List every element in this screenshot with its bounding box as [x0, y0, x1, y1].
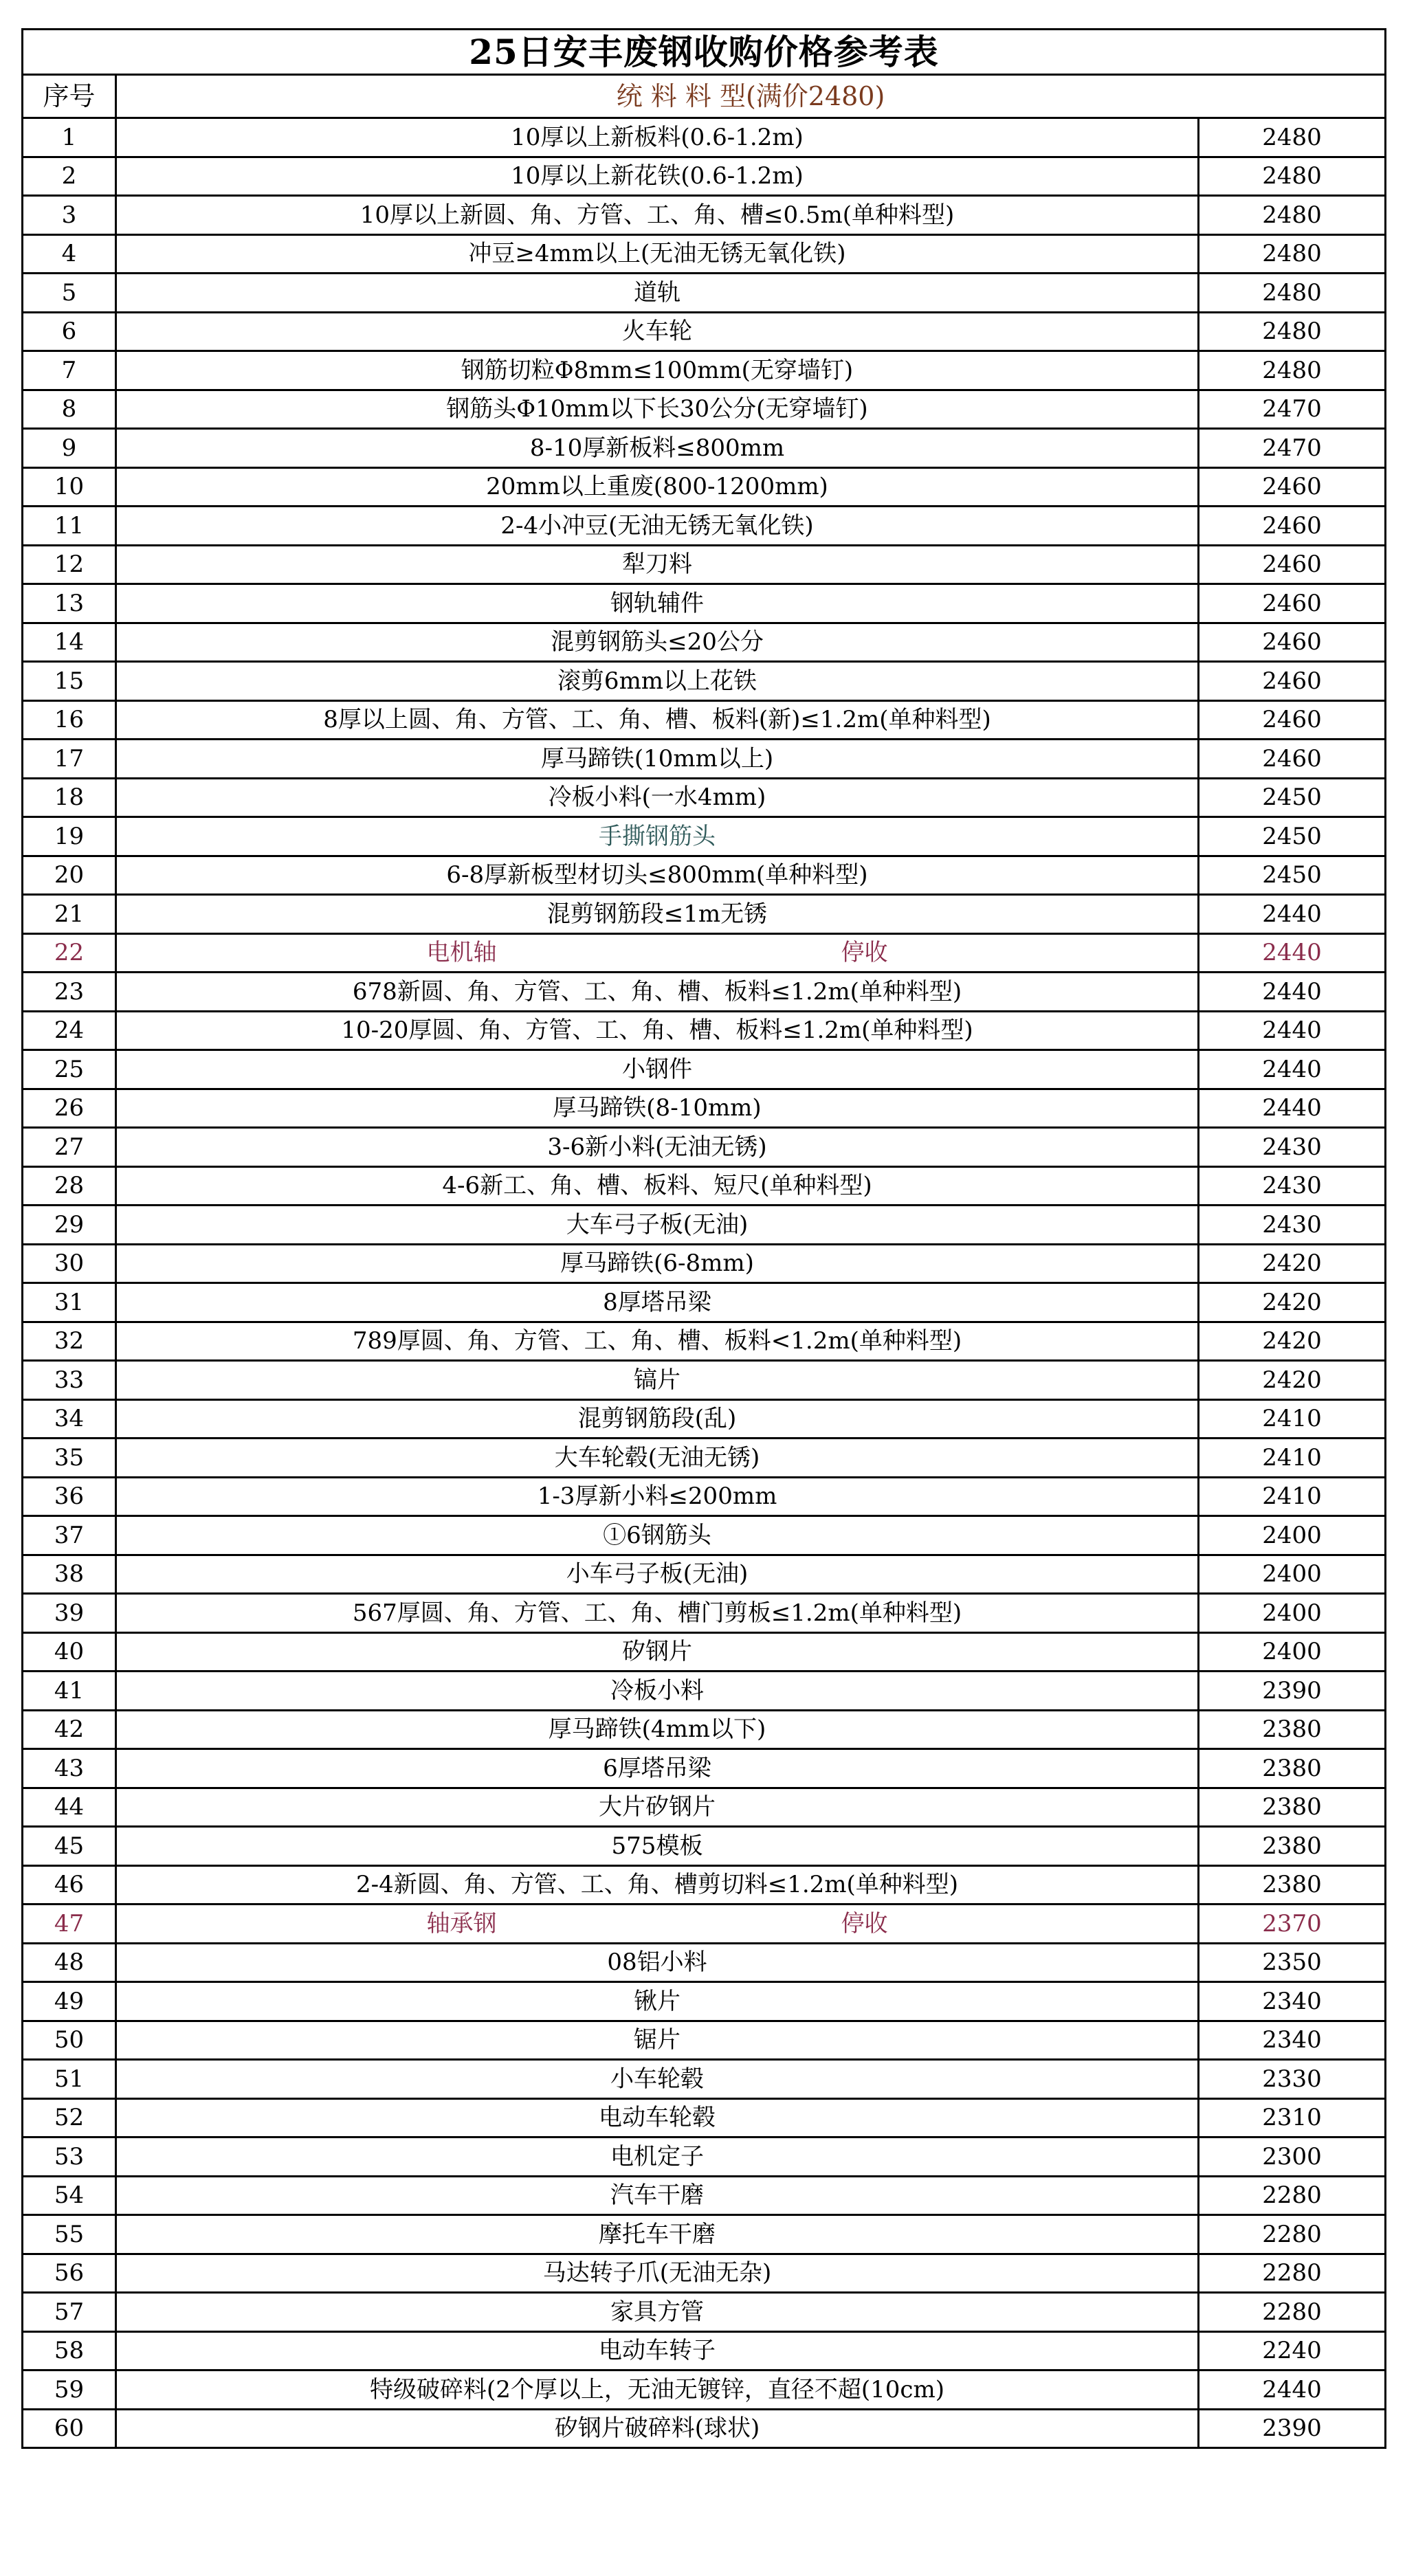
- item-name: 大车弓子板(无油): [116, 1206, 1199, 1245]
- table-row: [23, 662, 1386, 701]
- item-name: 567厚圆、角、方管、工、角、槽门剪板≤1.2m(单种料型): [116, 1594, 1199, 1633]
- table-row: [23, 2021, 1386, 2060]
- item-name: 2-4新圆、角、方管、工、角、槽剪切料≤1.2m(单种料型): [116, 1865, 1199, 1905]
- sheet-title: 25日安丰废钢收购价格参考表: [23, 30, 1386, 75]
- item-name: 冷板小料: [116, 1672, 1199, 1711]
- row-number: 38: [23, 1555, 116, 1594]
- item-name: 厚马蹄铁(4mm以下): [116, 1710, 1199, 1749]
- table-row: [23, 1710, 1386, 1749]
- item-price: 2480: [1199, 234, 1386, 274]
- row-number: 54: [23, 2176, 116, 2215]
- table-row: [23, 1206, 1386, 1245]
- row-number: 21: [23, 895, 116, 934]
- item-name: 冷板小料(一水4mm): [116, 778, 1199, 817]
- item-price: 2340: [1199, 1982, 1386, 2021]
- item-name: 6厚塔吊梁: [116, 1749, 1199, 1788]
- item-price: 2480: [1199, 274, 1386, 313]
- item-price: 2430: [1199, 1128, 1386, 1167]
- table-row: [23, 234, 1386, 274]
- item-name: 小钢件: [116, 1050, 1199, 1089]
- item-name: 道轨: [116, 274, 1199, 313]
- item-price: 2450: [1199, 778, 1386, 817]
- table-row: [23, 467, 1386, 507]
- row-number: 60: [23, 2409, 116, 2448]
- table-row: [23, 1672, 1386, 1711]
- item-name: 大车轮毂(无油无锈): [116, 1439, 1199, 1478]
- table-row: [23, 507, 1386, 546]
- index-header: 序号: [23, 75, 116, 118]
- item-price: 2460: [1199, 700, 1386, 740]
- price-table: [21, 28, 1386, 2449]
- table-row: [23, 274, 1386, 313]
- item-name: 厚马蹄铁(6-8mm): [116, 1244, 1199, 1283]
- item-price: 2410: [1199, 1477, 1386, 1516]
- item-price: 2380: [1199, 1788, 1386, 1827]
- item-price: 2480: [1199, 196, 1386, 235]
- row-number: 16: [23, 700, 116, 740]
- item-price: 2420: [1199, 1283, 1386, 1322]
- item-label: 轴承钢: [426, 1909, 497, 1937]
- item-price: 2480: [1199, 351, 1386, 390]
- row-number: 43: [23, 1749, 116, 1788]
- table-row: [23, 2060, 1386, 2099]
- header-row: [23, 75, 1386, 118]
- item-price: 2380: [1199, 1827, 1386, 1866]
- table-row: [23, 1555, 1386, 1594]
- item-name: 电动车转子: [116, 2331, 1199, 2370]
- item-name: 08铝小料: [116, 1943, 1199, 1982]
- item-price: 2410: [1199, 1439, 1386, 1478]
- row-number: 36: [23, 1477, 116, 1516]
- row-number: 51: [23, 2060, 116, 2099]
- price-table-body: [23, 30, 1386, 2448]
- item-name: 钢筋切粒Φ8mm≤100mm(无穿墙钉): [116, 351, 1199, 390]
- table-row: [23, 1089, 1386, 1128]
- table-row: [23, 1050, 1386, 1089]
- item-price: 2240: [1199, 2331, 1386, 2370]
- table-row: [23, 2409, 1386, 2448]
- table-row: [23, 429, 1386, 468]
- row-number: 25: [23, 1050, 116, 1089]
- table-row: [23, 1361, 1386, 1400]
- row-number: 52: [23, 2098, 116, 2138]
- table-row: [23, 1827, 1386, 1866]
- item-price: 2420: [1199, 1322, 1386, 1361]
- item-name: 钢筋头Φ10mm以下长30公分(无穿墙钉): [116, 390, 1199, 429]
- row-number: 29: [23, 1206, 116, 1245]
- title-row: [23, 30, 1386, 75]
- item-price: 2420: [1199, 1244, 1386, 1283]
- item-name: 厚马蹄铁(10mm以上): [116, 740, 1199, 779]
- table-row: [23, 1943, 1386, 1982]
- item-name: 3-6新小料(无油无锈): [116, 1128, 1199, 1167]
- row-number: 39: [23, 1594, 116, 1633]
- table-row: [23, 740, 1386, 779]
- table-row: [23, 895, 1386, 934]
- item-name: 10厚以上新花铁(0.6-1.2m): [116, 157, 1199, 196]
- item-price: 2380: [1199, 1865, 1386, 1905]
- item-name: 锹片: [116, 1982, 1199, 2021]
- table-row: [23, 2138, 1386, 2177]
- row-number: 35: [23, 1439, 116, 1478]
- row-number: 20: [23, 856, 116, 895]
- table-row: [23, 196, 1386, 235]
- table-row: [23, 973, 1386, 1012]
- row-number: 26: [23, 1089, 116, 1128]
- table-row: [23, 1439, 1386, 1478]
- table-row: [23, 2254, 1386, 2293]
- item-name: 矽钢片: [116, 1632, 1199, 1672]
- table-row: [23, 157, 1386, 196]
- row-number: 55: [23, 2215, 116, 2254]
- item-name: 特级破碎料(2个厚以上，无油无镀锌，直径不超(10cm): [116, 2370, 1199, 2410]
- item-price: 2440: [1199, 895, 1386, 934]
- row-number: 3: [23, 196, 116, 235]
- table-row: [23, 1011, 1386, 1050]
- item-price: 2340: [1199, 2021, 1386, 2060]
- item-price: 2390: [1199, 1672, 1386, 1711]
- item-name: [116, 1905, 1199, 1944]
- table-row: [23, 1788, 1386, 1827]
- item-name: 20mm以上重废(800-1200mm): [116, 467, 1199, 507]
- row-number: 56: [23, 2254, 116, 2293]
- row-number: 22: [23, 933, 116, 973]
- table-row: [23, 1399, 1386, 1439]
- row-number: 45: [23, 1827, 116, 1866]
- item-price: 2480: [1199, 118, 1386, 157]
- row-number: 11: [23, 507, 116, 546]
- table-row: [23, 1477, 1386, 1516]
- item-name: 犁刀料: [116, 545, 1199, 584]
- row-number: 12: [23, 545, 116, 584]
- table-row: [23, 1982, 1386, 2021]
- item-price: 2430: [1199, 1206, 1386, 1245]
- row-number: 32: [23, 1322, 116, 1361]
- item-price: 2390: [1199, 2409, 1386, 2448]
- item-price: 2400: [1199, 1516, 1386, 1555]
- row-number: 34: [23, 1399, 116, 1439]
- item-price: 2400: [1199, 1555, 1386, 1594]
- item-price: 2440: [1199, 973, 1386, 1012]
- table-row: [23, 1166, 1386, 1206]
- row-number: 57: [23, 2293, 116, 2332]
- item-name: 混剪钢筋段≤1m无锈: [116, 895, 1199, 934]
- row-number: 40: [23, 1632, 116, 1672]
- row-number: 48: [23, 1943, 116, 1982]
- item-name: 马达转子爪(无油无杂): [116, 2254, 1199, 2293]
- row-number: 49: [23, 1982, 116, 2021]
- table-row: [23, 1632, 1386, 1672]
- row-number: 23: [23, 973, 116, 1012]
- table-row: [23, 1128, 1386, 1167]
- item-name: 8-10厚新板料≤800mm: [116, 429, 1199, 468]
- row-number: 17: [23, 740, 116, 779]
- table-row: [23, 817, 1386, 856]
- item-price: 2310: [1199, 2098, 1386, 2138]
- row-number: 27: [23, 1128, 116, 1167]
- table-row: [23, 2293, 1386, 2332]
- status-note: 停收: [841, 939, 888, 967]
- row-number: 58: [23, 2331, 116, 2370]
- item-name: 小车轮毂: [116, 2060, 1199, 2099]
- item-name: 8厚塔吊梁: [116, 1283, 1199, 1322]
- item-name: 冲豆≥4mm以上(无油无锈无氧化铁): [116, 234, 1199, 274]
- row-number: 18: [23, 778, 116, 817]
- table-row: [23, 2215, 1386, 2254]
- item-name: 镐片: [116, 1361, 1199, 1400]
- row-number: 47: [23, 1905, 116, 1944]
- row-number: 46: [23, 1865, 116, 1905]
- row-number: 50: [23, 2021, 116, 2060]
- item-name: 789厚圆、角、方管、工、角、槽、板料<1.2m(单种料型): [116, 1322, 1199, 1361]
- row-number: 42: [23, 1710, 116, 1749]
- item-name: 家具方管: [116, 2293, 1199, 2332]
- item-name: 大片矽钢片: [116, 1788, 1199, 1827]
- row-number: 28: [23, 1166, 116, 1206]
- row-number: 10: [23, 467, 116, 507]
- item-name: 钢轨辅件: [116, 584, 1199, 623]
- item-name: 混剪钢筋段(乱): [116, 1399, 1199, 1439]
- item-price: 2450: [1199, 856, 1386, 895]
- item-name-with-note: [117, 1909, 1197, 1937]
- item-price: 2380: [1199, 1710, 1386, 1749]
- table-row: [23, 1516, 1386, 1555]
- item-price: 2380: [1199, 1749, 1386, 1788]
- item-name: 电机定子: [116, 2138, 1199, 2177]
- row-number: 9: [23, 429, 116, 468]
- table-row: [23, 312, 1386, 351]
- item-price: 2480: [1199, 312, 1386, 351]
- row-number: 13: [23, 584, 116, 623]
- table-row: [23, 545, 1386, 584]
- item-price: 2370: [1199, 1905, 1386, 1944]
- table-row: [23, 1865, 1386, 1905]
- item-name: [116, 933, 1199, 973]
- table-row: [23, 1283, 1386, 1322]
- item-name: 混剪钢筋头≤20公分: [116, 623, 1199, 662]
- table-row: [23, 2176, 1386, 2215]
- row-number: 4: [23, 234, 116, 274]
- table-row: [23, 2331, 1386, 2370]
- table-row: [23, 584, 1386, 623]
- item-price: 2460: [1199, 662, 1386, 701]
- item-price: 2300: [1199, 2138, 1386, 2177]
- item-name: 10厚以上新圆、角、方管、工、角、槽≤0.5m(单种料型): [116, 196, 1199, 235]
- item-name: 2-4小冲豆(无油无锈无氧化铁): [116, 507, 1199, 546]
- item-price: 2460: [1199, 740, 1386, 779]
- row-number: 15: [23, 662, 116, 701]
- item-name: 电动车轮毂: [116, 2098, 1199, 2138]
- table-row: [23, 2370, 1386, 2410]
- item-price: 2430: [1199, 1166, 1386, 1206]
- item-name: ①6钢筋头: [116, 1516, 1199, 1555]
- item-price: 2460: [1199, 507, 1386, 546]
- item-price: 2470: [1199, 390, 1386, 429]
- item-name: 1-3厚新小料≤200mm: [116, 1477, 1199, 1516]
- item-name: 火车轮: [116, 312, 1199, 351]
- row-number: 8: [23, 390, 116, 429]
- row-number: 7: [23, 351, 116, 390]
- item-label: 电机轴: [426, 939, 497, 967]
- table-row: [23, 2098, 1386, 2138]
- item-price: 2280: [1199, 2176, 1386, 2215]
- table-row: [23, 623, 1386, 662]
- row-number: 59: [23, 2370, 116, 2410]
- item-price: 2440: [1199, 1089, 1386, 1128]
- table-row: [23, 1244, 1386, 1283]
- item-price: 2460: [1199, 584, 1386, 623]
- item-name: 4-6新工、角、槽、板料、短尺(单种料型): [116, 1166, 1199, 1206]
- item-price: 2330: [1199, 2060, 1386, 2099]
- item-name: 8厚以上圆、角、方管、工、角、槽、板料(新)≤1.2m(单种料型): [116, 700, 1199, 740]
- section-header: 统 料 料 型(满价2480): [116, 75, 1386, 118]
- item-price: 2280: [1199, 2293, 1386, 2332]
- item-name: 锯片: [116, 2021, 1199, 2060]
- item-name-with-note: [117, 939, 1197, 967]
- item-name: 滚剪6mm以上花铁: [116, 662, 1199, 701]
- item-price: 2350: [1199, 1943, 1386, 1982]
- item-price: 2400: [1199, 1632, 1386, 1672]
- table-row: [23, 933, 1386, 973]
- table-row: [23, 1594, 1386, 1633]
- row-number: 44: [23, 1788, 116, 1827]
- item-name: 678新圆、角、方管、工、角、槽、板料≤1.2m(单种料型): [116, 973, 1199, 1012]
- item-name: 矽钢片破碎料(球状): [116, 2409, 1199, 2448]
- row-number: 37: [23, 1516, 116, 1555]
- item-price: 2440: [1199, 1050, 1386, 1089]
- item-price: 2460: [1199, 545, 1386, 584]
- row-number: 5: [23, 274, 116, 313]
- item-price: 2440: [1199, 1011, 1386, 1050]
- row-number: 30: [23, 1244, 116, 1283]
- table-row: [23, 1905, 1386, 1944]
- item-price: 2450: [1199, 817, 1386, 856]
- row-number: 31: [23, 1283, 116, 1322]
- item-name: 10-20厚圆、角、方管、工、角、槽、板料≤1.2m(单种料型): [116, 1011, 1199, 1050]
- item-price: 2410: [1199, 1399, 1386, 1439]
- row-number: 1: [23, 118, 116, 157]
- item-price: 2480: [1199, 157, 1386, 196]
- item-name: 汽车干磨: [116, 2176, 1199, 2215]
- table-row: [23, 856, 1386, 895]
- item-price: 2460: [1199, 623, 1386, 662]
- item-price: 2280: [1199, 2254, 1386, 2293]
- row-number: 19: [23, 817, 116, 856]
- row-number: 14: [23, 623, 116, 662]
- row-number: 6: [23, 312, 116, 351]
- table-row: [23, 1322, 1386, 1361]
- table-row: [23, 778, 1386, 817]
- item-name: 摩托车干磨: [116, 2215, 1199, 2254]
- item-price: 2440: [1199, 2370, 1386, 2410]
- table-row: [23, 1749, 1386, 1788]
- row-number: 33: [23, 1361, 116, 1400]
- row-number: 41: [23, 1672, 116, 1711]
- item-name: 10厚以上新板料(0.6-1.2m): [116, 118, 1199, 157]
- item-price: 2460: [1199, 467, 1386, 507]
- item-name: 6-8厚新板型材切头≤800mm(单种料型): [116, 856, 1199, 895]
- row-number: 53: [23, 2138, 116, 2177]
- row-number: 24: [23, 1011, 116, 1050]
- item-price: 2420: [1199, 1361, 1386, 1400]
- item-price: 2470: [1199, 429, 1386, 468]
- item-price: 2280: [1199, 2215, 1386, 2254]
- table-row: [23, 351, 1386, 390]
- table-row: [23, 118, 1386, 157]
- row-number: 2: [23, 157, 116, 196]
- table-row: [23, 390, 1386, 429]
- item-name: 小车弓子板(无油): [116, 1555, 1199, 1594]
- item-price: 2400: [1199, 1594, 1386, 1633]
- table-row: [23, 700, 1386, 740]
- item-name: 手撕钢筋头: [116, 817, 1199, 856]
- item-name: 厚马蹄铁(8-10mm): [116, 1089, 1199, 1128]
- item-price: 2440: [1199, 933, 1386, 973]
- status-note: 停收: [841, 1909, 888, 1937]
- item-name: 575模板: [116, 1827, 1199, 1866]
